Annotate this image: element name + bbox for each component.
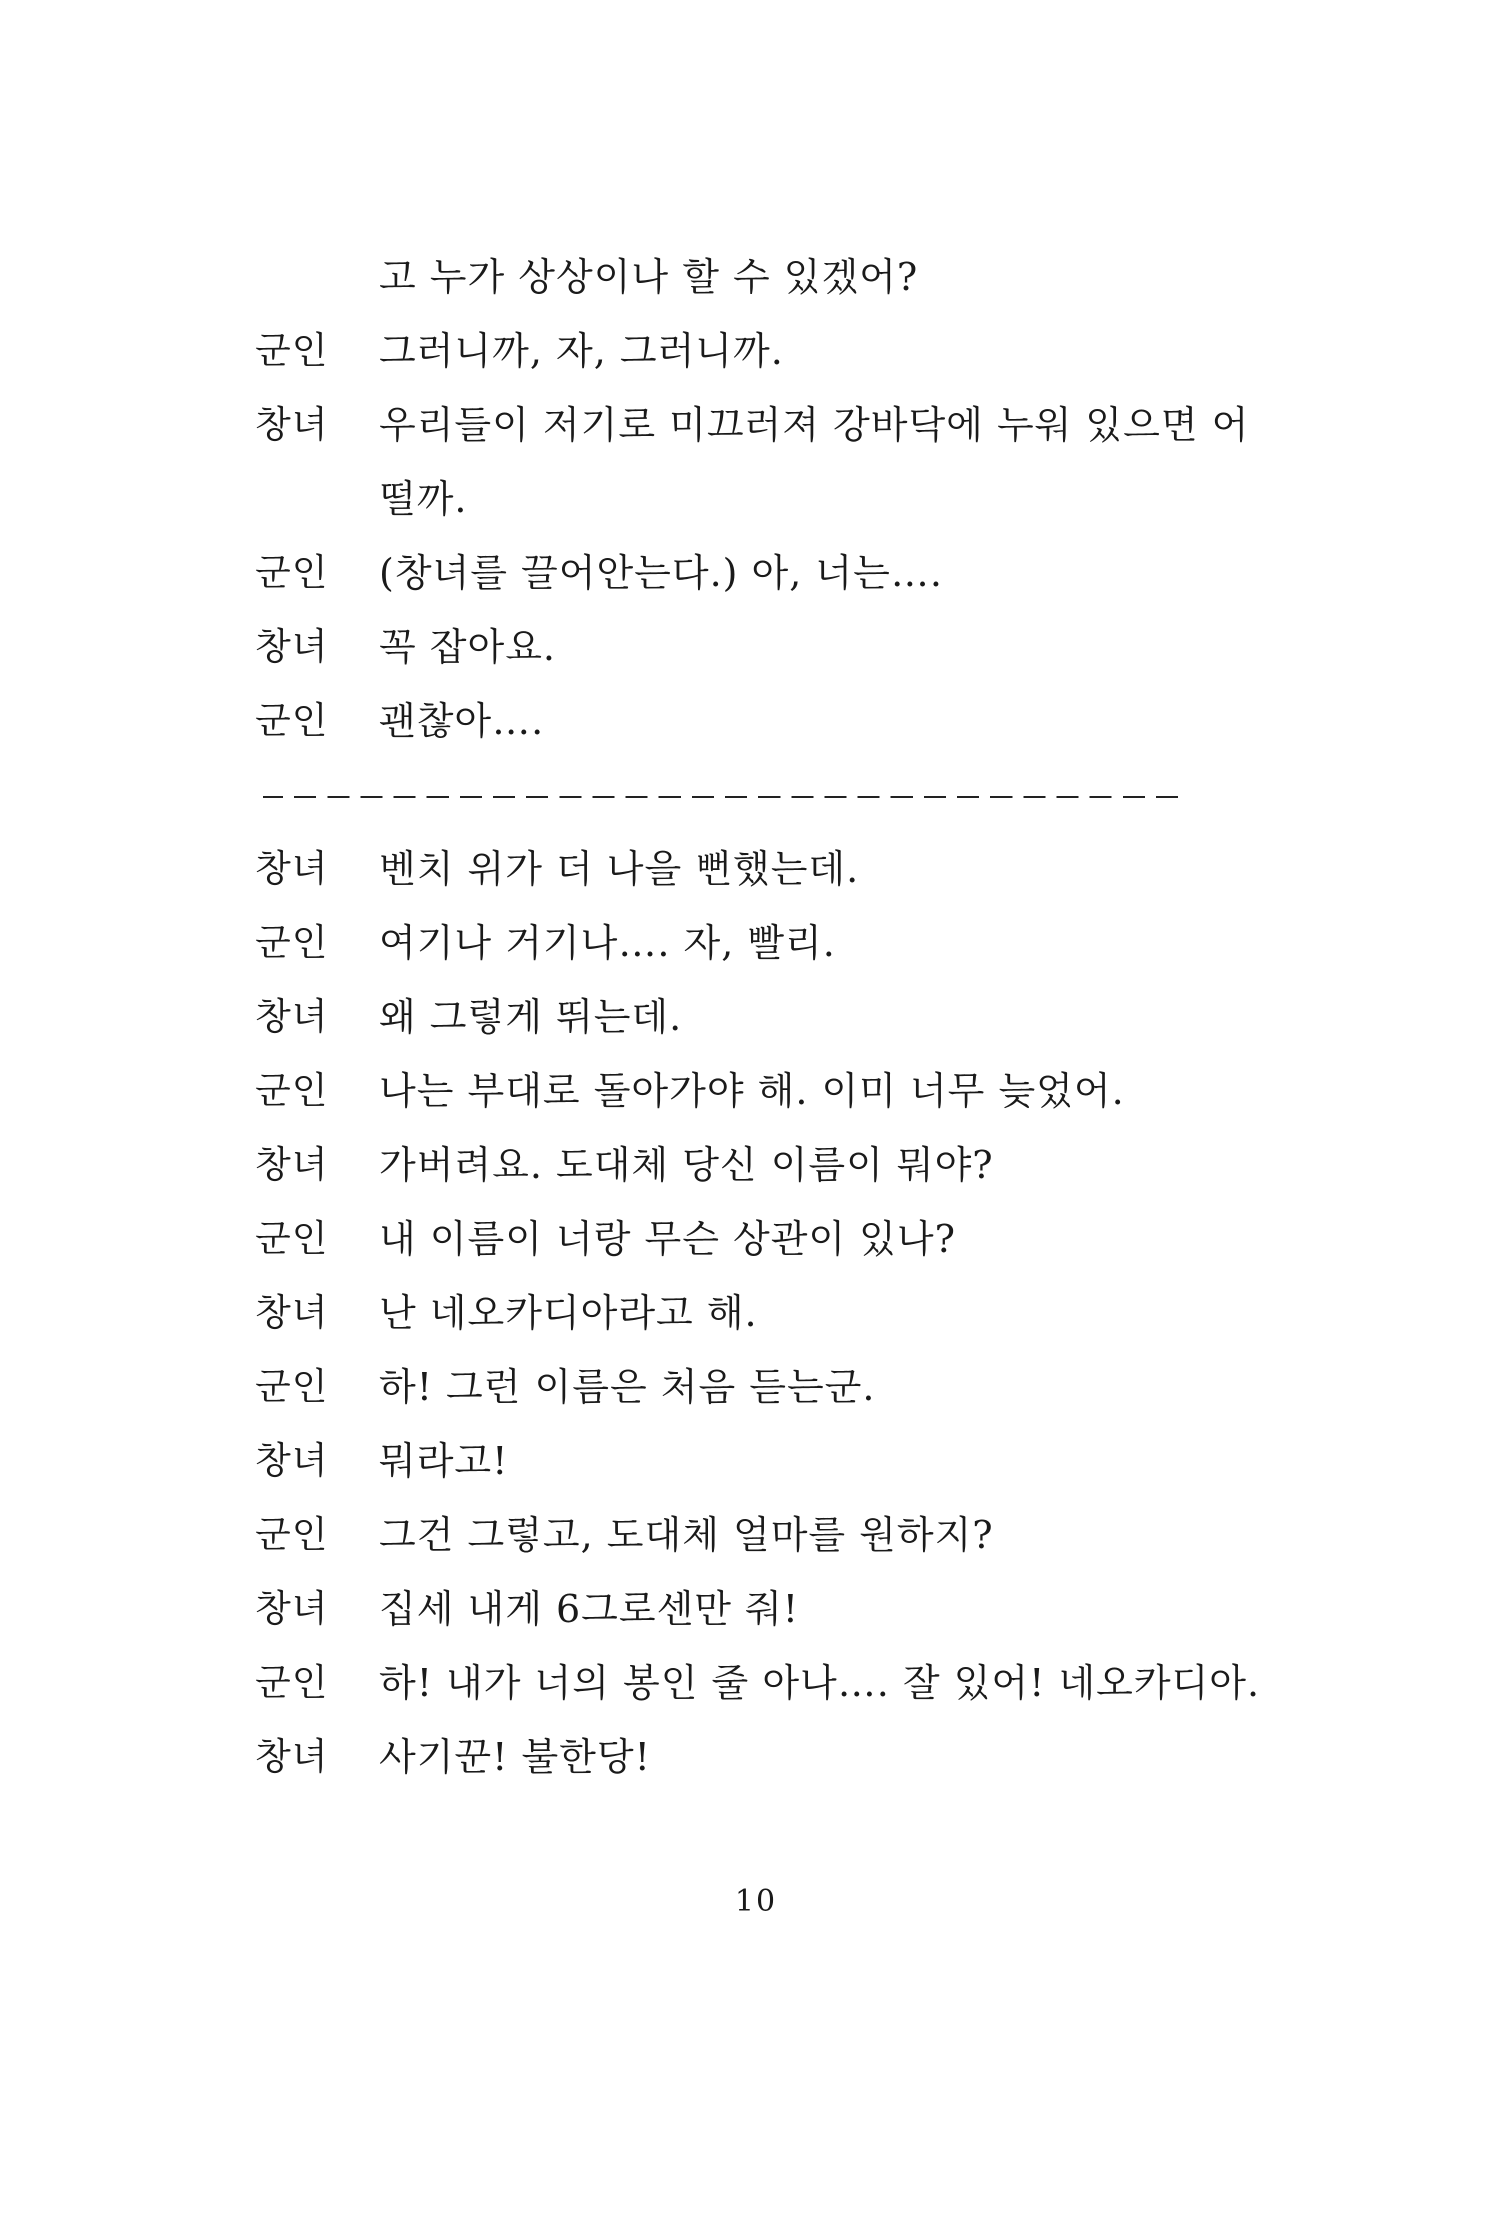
speaker-name: 창녀 — [255, 1587, 329, 1630]
speaker-name: 창녀 — [255, 625, 329, 668]
dialogue-text: 괜찮아…. — [379, 699, 545, 743]
dialogue-text: 하! 그런 이름은 처음 듣는군. — [379, 1365, 876, 1409]
dialogue-text: 집세 내게 6그로센만 줘! — [379, 1587, 800, 1631]
speaker-name: 군인 — [255, 329, 329, 372]
speaker-name: 창녀 — [255, 1143, 329, 1186]
dialogue-line — [255, 1720, 1255, 1794]
dialogue-line — [255, 1646, 1261, 1720]
dialogue-line — [255, 1054, 1255, 1128]
dialogue-text: 떨까. — [379, 477, 468, 521]
play-script — [255, 240, 1261, 1794]
dialogue-line — [255, 1128, 1255, 1202]
dialogue-text: 하! 내가 너의 봉인 줄 아나…. 잘 있어! 네오카디아. — [379, 1661, 1261, 1705]
dialogue-text: 꼭 잡아요. — [379, 625, 556, 669]
dialogue-text: 그러니까, 자, 그러니까. — [379, 329, 784, 373]
speaker-name: 창녀 — [255, 1439, 329, 1482]
speaker-name: 군인 — [255, 1513, 329, 1556]
dialogue-text: 여기나 거기나…. 자, 빨리. — [379, 921, 836, 965]
speaker-name: 군인 — [255, 1661, 329, 1704]
dialogue-line — [255, 1498, 1255, 1572]
dialogue-line — [255, 1572, 1255, 1646]
dialogue-line — [255, 832, 1255, 906]
speaker-name: 군인 — [255, 699, 329, 742]
dialogue-text: 난 네오카디아라고 해. — [379, 1291, 758, 1335]
dialogue-text: (창녀를 끌어안는다.) 아, 너는…. — [379, 551, 943, 595]
dialogue-line — [255, 314, 1255, 388]
dialogue-line — [255, 240, 1255, 314]
dialogue-line — [255, 1276, 1255, 1350]
dialogue-line — [255, 1424, 1255, 1498]
speaker-name: 창녀 — [255, 1291, 329, 1334]
dialogue-line — [255, 462, 1255, 536]
dashed-rule — [263, 796, 1178, 798]
dialogue-line — [255, 388, 1255, 462]
dialogue-text: 그건 그렇고, 도대체 얼마를 원하지? — [379, 1513, 994, 1557]
speaker-name: 군인 — [255, 1365, 329, 1408]
speaker-name: 군인 — [255, 1069, 329, 1112]
speaker-name: 창녀 — [255, 847, 329, 890]
speaker-name: 군인 — [255, 921, 329, 964]
dialogue-line — [255, 1202, 1255, 1276]
dialogue-text: 가버려요. 도대체 당신 이름이 뭐야? — [379, 1143, 994, 1187]
speaker-name: 창녀 — [255, 403, 329, 446]
speaker-name: 창녀 — [255, 995, 329, 1038]
dialogue-text: 내 이름이 너랑 무슨 상관이 있나? — [379, 1217, 956, 1261]
dialogue-text: 왜 그렇게 뛰는데. — [379, 995, 683, 1039]
dialogue-text: 우리들이 저기로 미끄러져 강바닥에 누워 있으면 어 — [379, 403, 1250, 447]
dialogue-line — [255, 684, 1255, 758]
dialogue-line — [255, 610, 1255, 684]
dialogue-text: 사기꾼! 불한당! — [379, 1735, 651, 1779]
speaker-name: 창녀 — [255, 1735, 329, 1778]
dialogue-text: 벤치 위가 더 나을 뻔했는데. — [379, 847, 860, 891]
page-number: 10 — [734, 1884, 778, 1919]
dialogue-text: 고 누가 상상이나 할 수 있겠어? — [379, 255, 919, 299]
dialogue-text: 나는 부대로 돌아가야 해. 이미 너무 늦었어. — [379, 1069, 1125, 1113]
dialogue-line — [255, 536, 1255, 610]
speaker-name: 군인 — [255, 551, 329, 594]
dialogue-line — [255, 1350, 1255, 1424]
dialogue-text: 뭐라고! — [379, 1439, 509, 1483]
dialogue-line — [255, 906, 1255, 980]
speaker-name: 군인 — [255, 1217, 329, 1260]
dialogue-line — [255, 980, 1255, 1054]
scene-divider — [255, 758, 1255, 832]
